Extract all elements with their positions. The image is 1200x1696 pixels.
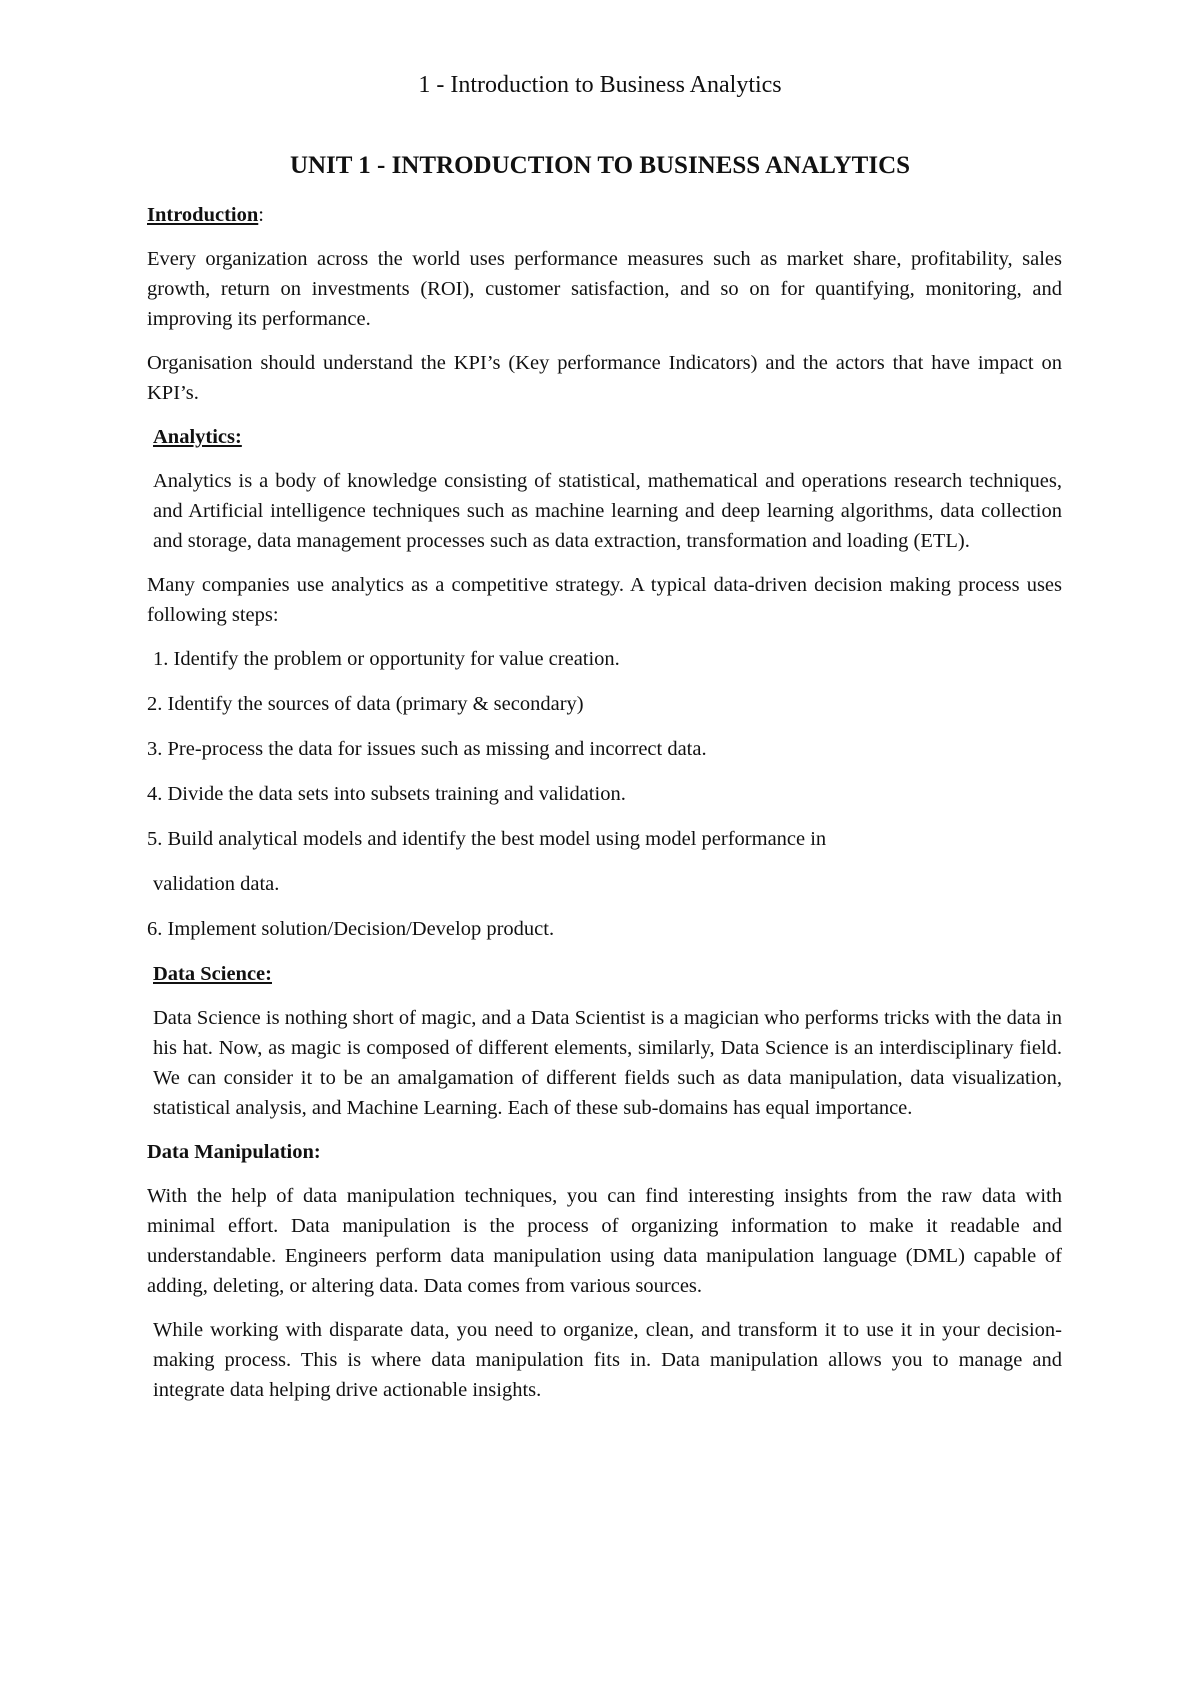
introduction-paragraph-1: Every organization across the world uses performance measures such as market share, profitability, sales growth, return on investments (ROI), customer satisfaction, and so on for quantifying, monitoring, and improving its performance.: [147, 248, 1062, 330]
step-item: 2. Identify the sources of data (primary & secondary): [147, 693, 584, 715]
introduction-heading-colon: :: [258, 204, 264, 226]
data-manipulation-paragraph-2: While working with disparate data, you need to organize, clean, and transform it to use it in your decision-making process. This is where data manipulation fits in. Data manipulation allows you to manage and integrate data helping drive actionable insights.: [153, 1319, 1062, 1401]
introduction-heading-text: Introduction: [147, 204, 259, 226]
data-manipulation-paragraph-1: With the help of data manipulation techniques, you can find interesting insights from the raw data with minimal effort. Data manipulation is the process of organizing information to make it readable and understandable. Engineers perform data manipulation using data manipulation language (DML) capable of adding, deleting, or altering data. Data comes from various sources.: [147, 1185, 1062, 1297]
document-body: [147, 200, 1062, 1419]
data-science-heading-text: Data Science:: [153, 963, 272, 985]
data-manipulation-heading: Data Manipulation:: [147, 1141, 321, 1163]
analytics-heading: [147, 422, 1062, 452]
step-item: 4. Divide the data sets into subsets training and validation.: [147, 783, 626, 805]
data-science-paragraph: Data Science is nothing short of magic, and a Data Scientist is a magician who performs tricks with the data in his hat. Now, as magic is composed of different elements, similarly, Data Science is an interdisciplinary field. We can consider it to be an amalgamation of different fields such as data manipulation, data visualization, statistical analysis, and Machine Learning. Each of these sub-domains has equal importance.: [153, 1007, 1062, 1119]
introduction-heading: [147, 200, 1062, 230]
step-item: 1. Identify the problem or opportunity for value creation.: [153, 648, 620, 670]
analytics-paragraph-1: Analytics is a body of knowledge consisting of statistical, mathematical and operations research techniques, and Artificial intelligence techniques such as machine learning and deep learning algorithms, data collection and storage, data management processes such as data extraction, transformation and loading (ETL).: [153, 470, 1062, 552]
unit-title: UNIT 1 - INTRODUCTION TO BUSINESS ANALYTICS: [289, 152, 911, 179]
page-header: 1 - Introduction to Business Analytics: [418, 72, 782, 98]
step-item: 6. Implement solution/Decision/Develop product.: [147, 918, 555, 940]
data-science-heading: [147, 959, 1062, 989]
step-item-continuation: validation data.: [153, 873, 280, 895]
step-item: 3. Pre-process the data for issues such as missing and incorrect data.: [147, 738, 707, 760]
introduction-paragraph-2: Organisation should understand the KPI’s (Key performance Indicators) and the actors that have impact on KPI’s.: [147, 352, 1062, 404]
step-item: 5. Build analytical models and identify the best model using model performance in: [147, 828, 827, 850]
analytics-heading-text: Analytics:: [153, 426, 242, 448]
analytics-paragraph-2: Many companies use analytics as a competitive strategy. A typical data-driven decision making process uses following steps:: [147, 574, 1062, 626]
